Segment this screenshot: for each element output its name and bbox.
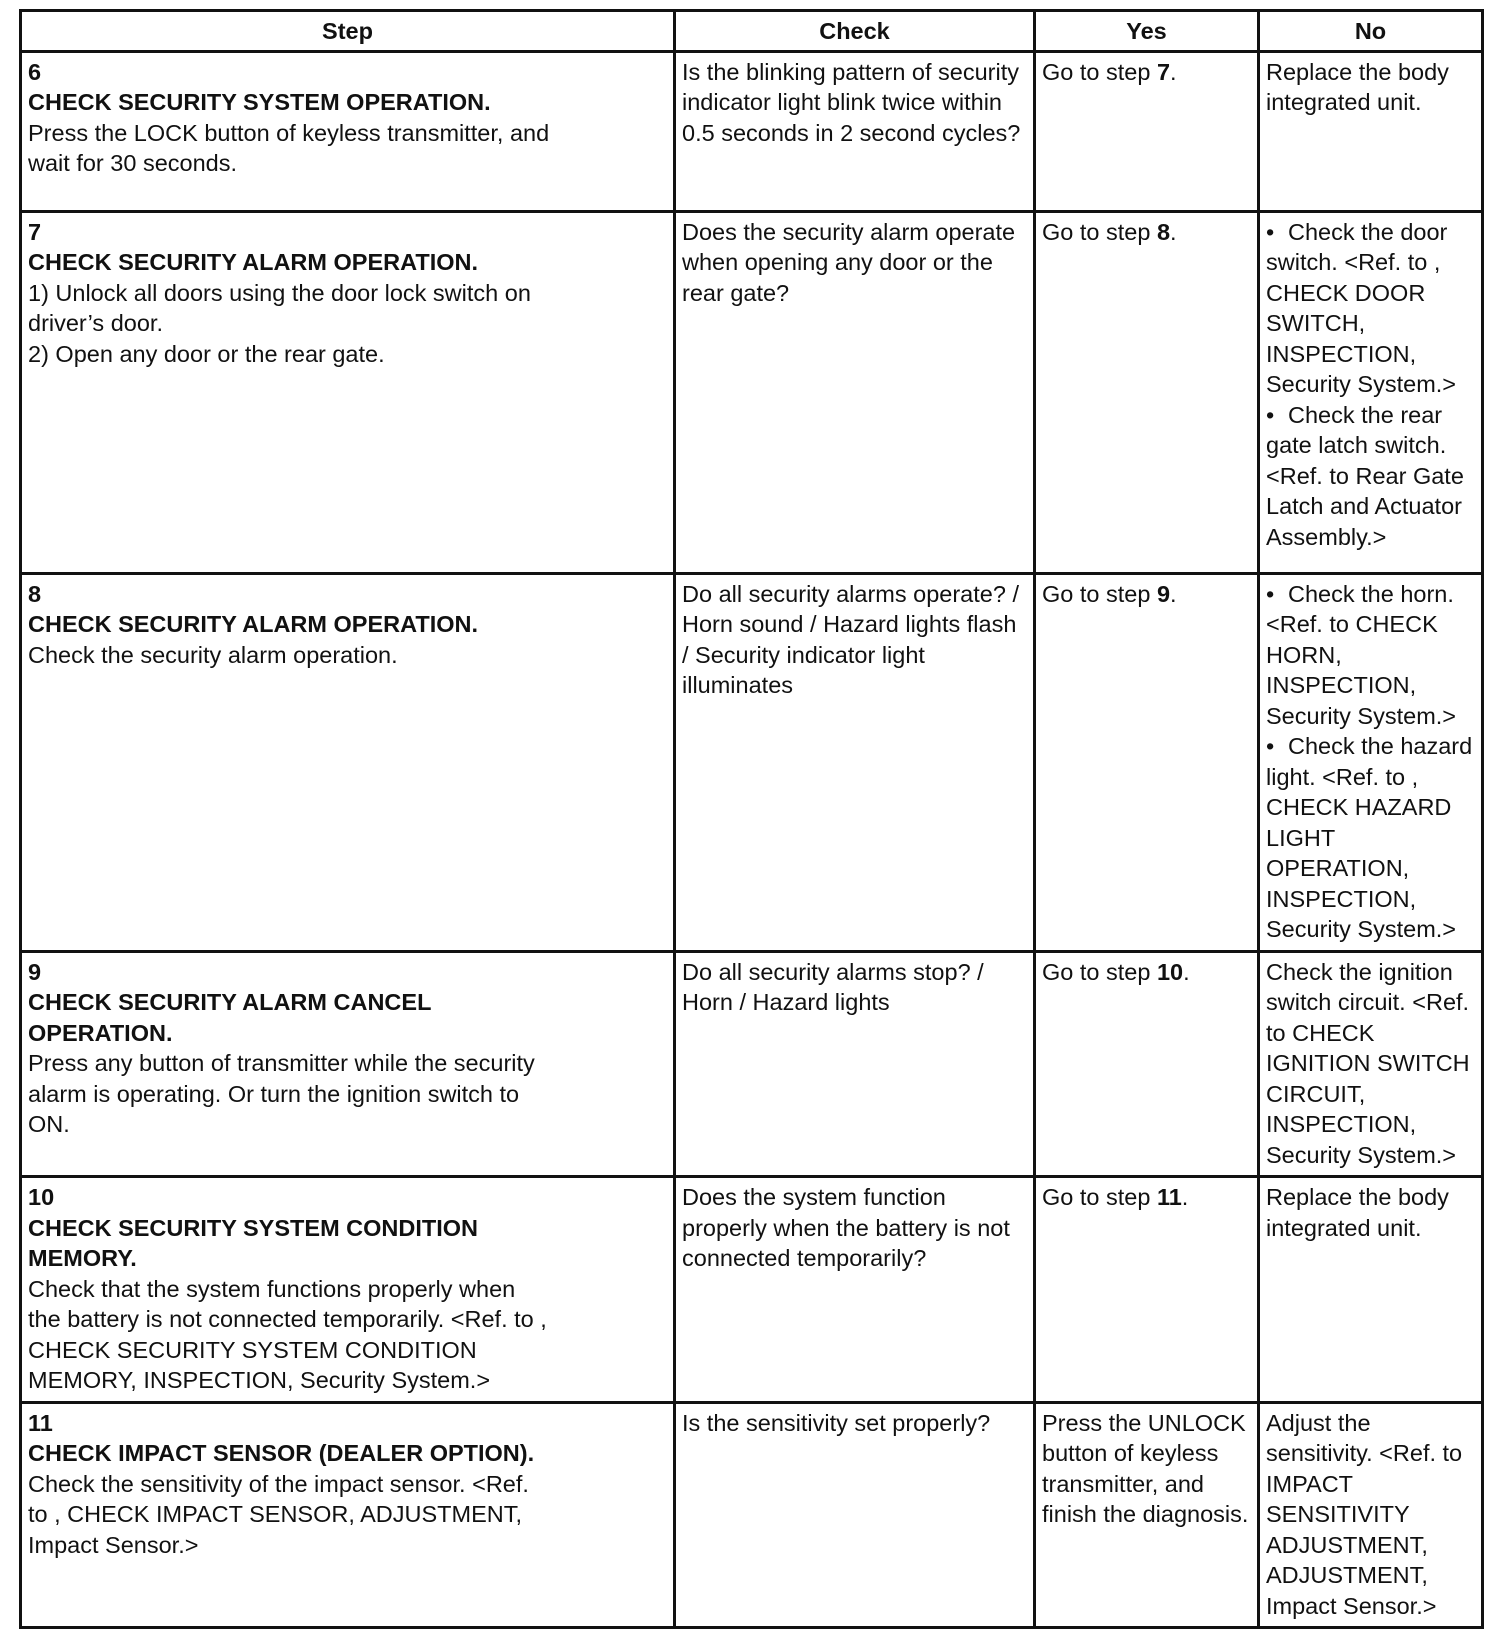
- check-cell: Do all security alarms operate? / Horn sound / Hazard lights flash / Security indicator light illuminates: [675, 573, 1035, 951]
- check-cell: Is the blinking pattern of security indicator light blink twice within 0.5 seconds in 2 second cycles?: [675, 51, 1035, 211]
- step-body: [28, 247, 552, 369]
- step-cell: [21, 1177, 675, 1403]
- step-cell: [21, 573, 675, 951]
- no-bullet-text: Check the horn. <Ref. to CHECK HORN, INSPECTION, Security System.>: [1266, 580, 1457, 729]
- step-title: CHECK IMPACT SENSOR (DEALER OPTION).: [28, 1440, 535, 1466]
- step-body: [28, 987, 552, 1140]
- header-row: [21, 11, 1483, 52]
- no-bullet-item: [1266, 731, 1476, 945]
- yes-suffix: .: [1183, 958, 1190, 985]
- step-body: [28, 1438, 552, 1560]
- yes-suffix: .: [1170, 580, 1177, 607]
- yes-prefix: Go to step: [1042, 580, 1157, 607]
- step-number: 8: [28, 580, 42, 607]
- header-no: No: [1259, 11, 1483, 52]
- table-row: [21, 1402, 1483, 1628]
- check-cell: Does the security alarm operate when opening any door or the rear gate?: [675, 211, 1035, 573]
- check-cell: Is the sensitivity set properly?: [675, 1402, 1035, 1628]
- yes-suffix: .: [1181, 1184, 1189, 1210]
- step-cell: [21, 51, 675, 211]
- yes-suffix: .: [1170, 218, 1177, 245]
- step-number: 7: [28, 218, 42, 245]
- no-cell: [1259, 211, 1483, 573]
- bullet-icon: •: [1266, 733, 1275, 759]
- no-bullet-item: [1266, 217, 1476, 400]
- yes-prefix: Go to step: [1042, 1184, 1157, 1210]
- step-instruction-1: 1) Unlock all doors using the door lock switch on driver’s door.: [28, 279, 531, 336]
- yes-cell: Press the UNLOCK button of keyless transmitter, and finish the diagnosis.: [1035, 1402, 1259, 1628]
- step-title: CHECK SECURITY SYSTEM CONDITION MEMORY.: [28, 1214, 479, 1271]
- step-number: 10: [28, 1184, 55, 1210]
- table-row: [21, 951, 1483, 1177]
- step-number: 6: [28, 58, 42, 85]
- yes-cell: [1035, 51, 1259, 211]
- yes-step-link: 9: [1156, 580, 1171, 607]
- step-body: [28, 609, 552, 670]
- no-bullet-item: [1266, 400, 1476, 553]
- step-description: Check the security alarm operation.: [28, 641, 398, 668]
- step-title: CHECK SECURITY ALARM CANCEL OPERATION.: [28, 989, 431, 1046]
- table-row: [21, 1177, 1483, 1403]
- step-title: CHECK SECURITY ALARM OPERATION.: [28, 249, 478, 275]
- header-check: Check: [675, 11, 1035, 52]
- table-row: [21, 573, 1483, 951]
- step-title: CHECK SECURITY ALARM OPERATION.: [28, 611, 478, 637]
- bullet-icon: •: [1266, 401, 1275, 428]
- yes-cell: [1035, 211, 1259, 573]
- step-description: Press any button of transmitter while the security alarm is operating. Or turn the ignition switch to ON.: [28, 1050, 535, 1137]
- step-description: Check the sensitivity of the impact sensor. <Ref. to , CHECK IMPACT SENSOR, ADJUSTMENT, Impact Sensor.>: [28, 1470, 529, 1558]
- no-bullet-text: Check the door switch. <Ref. to , CHECK DOOR SWITCH, INSPECTION, Security System.>: [1266, 218, 1457, 397]
- step-cell: [21, 951, 675, 1177]
- check-cell: Do all security alarms stop? / Horn / Hazard lights: [675, 951, 1035, 1177]
- yes-prefix: Go to step: [1042, 58, 1157, 85]
- step-body: [28, 1213, 552, 1396]
- step-body: [28, 87, 552, 179]
- step-title: CHECK SECURITY SYSTEM OPERATION.: [28, 89, 491, 115]
- no-cell: [1259, 573, 1483, 951]
- yes-prefix: Go to step: [1042, 218, 1157, 245]
- step-cell: [21, 211, 675, 573]
- step-instruction-2: 2) Open any door or the rear gate.: [28, 340, 385, 367]
- step-description: Press the LOCK button of keyless transmitter, and wait for 30 seconds.: [28, 119, 550, 176]
- yes-cell: [1035, 1177, 1259, 1403]
- no-cell: Replace the body integrated unit.: [1259, 1177, 1483, 1403]
- diagnostic-table: [19, 9, 1484, 1629]
- no-bullet-text: Check the hazard light. <Ref. to , CHECK HAZARD LIGHT OPERATION, INSPECTION, Security System.>: [1266, 733, 1473, 942]
- yes-cell: [1035, 573, 1259, 951]
- step-number: 9: [28, 958, 42, 985]
- yes-step-link: 7: [1156, 58, 1171, 85]
- no-bullet-item: [1266, 579, 1476, 732]
- bullet-icon: •: [1266, 580, 1275, 607]
- check-cell: Does the system function properly when the battery is not connected temporarily?: [675, 1177, 1035, 1403]
- step-cell: [21, 1402, 675, 1628]
- table-row: [21, 211, 1483, 573]
- yes-step-link: 11: [1156, 1184, 1182, 1210]
- step-description: Check that the system functions properly when the battery is not connected temporarily. <Ref. to , CHECK SECURITY SYSTEM CONDITION MEMORY, INSPECTION, Security System.>: [28, 1275, 547, 1393]
- no-cell: Replace the body integrated unit.: [1259, 51, 1483, 211]
- yes-cell: [1035, 951, 1259, 1177]
- table-row: [21, 51, 1483, 211]
- no-cell: Adjust the sensitivity. <Ref. to IMPACT SENSITIVITY ADJUSTMENT, ADJUSTMENT, Impact Sensor.>: [1259, 1402, 1483, 1628]
- no-bullet-text: Check the rear gate latch switch. <Ref. to Rear Gate Latch and Actuator Assembly.>: [1266, 401, 1464, 550]
- header-yes: Yes: [1035, 11, 1259, 52]
- yes-prefix: Go to step: [1042, 958, 1157, 985]
- step-number: 11: [28, 1409, 53, 1436]
- bullet-icon: •: [1266, 218, 1275, 245]
- no-cell: Check the ignition switch circuit. <Ref. to CHECK IGNITION SWITCH CIRCUIT, INSPECTION, Security System.>: [1259, 951, 1483, 1177]
- header-step: Step: [21, 11, 675, 52]
- yes-suffix: .: [1170, 58, 1177, 85]
- yes-step-link: 10: [1156, 958, 1184, 985]
- yes-step-link: 8: [1156, 218, 1171, 245]
